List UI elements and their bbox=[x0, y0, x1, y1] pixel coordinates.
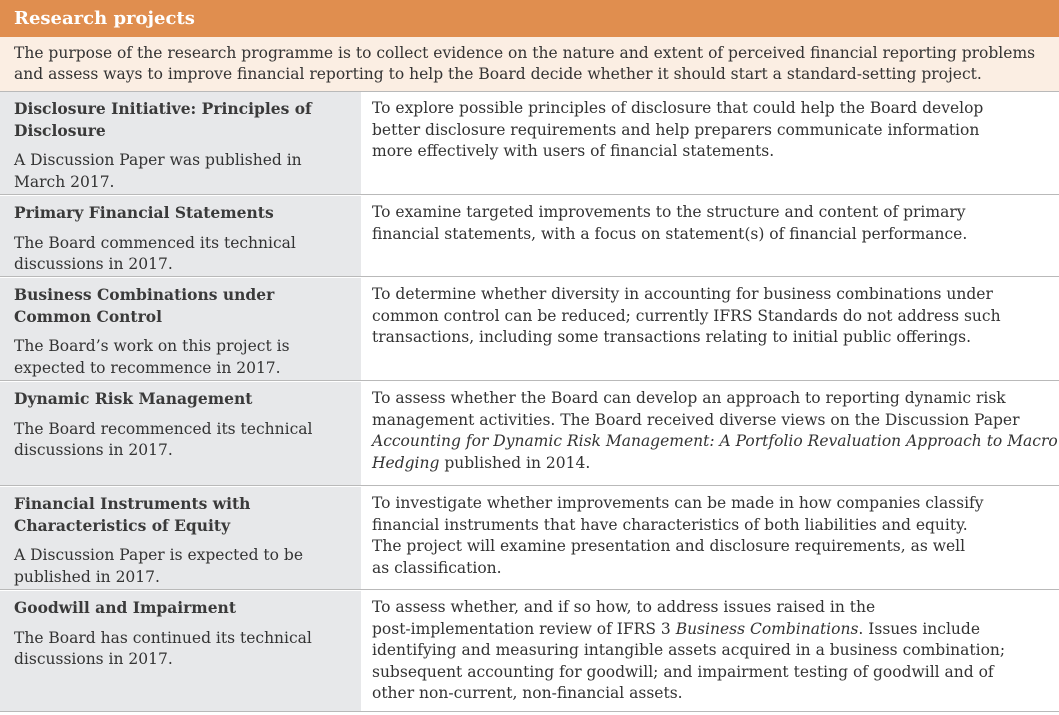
project-row-business-combinations bbox=[0, 278, 1059, 381]
project-title-cell bbox=[0, 487, 361, 589]
project-row-financial-instruments-equity bbox=[0, 487, 1059, 590]
project-status: The Board recommenced its technical discussions in 2017. bbox=[14, 419, 313, 459]
project-status: A Discussion Paper is expected to be published in 2017. bbox=[14, 546, 303, 586]
project-status: The Board’s work on this project is expected to recommence in 2017. bbox=[14, 337, 290, 377]
project-title: Goodwill and Impairment bbox=[14, 598, 236, 617]
intro-line: and assess ways to improve financial reporting to help the Board decide whether it should start a standard-setting project. bbox=[14, 65, 982, 83]
project-description: To investigate whether improvements can be made in how companies classify financial instruments that have characteristics of both liabilities and equity. The project will examine presentation and disclosure requirements, as well as classification. bbox=[361, 487, 1059, 589]
project-description: To explore possible principles of disclosure that could help the Board develop better disclosure requirements and help preparers communicate information more effectively with users of financial statements. bbox=[361, 92, 1059, 194]
project-title: Financial Instruments with Characteristics of Equity bbox=[14, 494, 251, 535]
project-row-dynamic-risk-management bbox=[0, 382, 1059, 486]
project-description: To assess whether, and if so how, to address issues raised in the post-implementation review of IFRS 3 Business Combinations. Issues include identifying and measuring intangible assets acquired in a business combination; subsequent accounting for goodwill; and impairment testing of goodwill and of other non-current, non-financial assets. bbox=[361, 591, 1059, 711]
project-status: The Board has continued its technical discussions in 2017. bbox=[14, 628, 312, 668]
cited-paper-title: Accounting for Dynamic Risk Management: A Portfolio Revaluation Approach to Macro bbox=[372, 432, 1058, 450]
project-description: To examine targeted improvements to the structure and content of primary financial statements, with a focus on statement(s) of financial performance. bbox=[361, 196, 1059, 276]
project-row-goodwill-impairment bbox=[0, 591, 1059, 712]
project-title-cell bbox=[0, 196, 361, 276]
project-title-cell bbox=[0, 382, 361, 485]
cited-paper-title: Hedging bbox=[372, 453, 440, 472]
project-title-cell bbox=[0, 591, 361, 711]
project-title: Dynamic Risk Management bbox=[14, 389, 253, 408]
project-title-cell bbox=[0, 278, 361, 380]
table-header: Research projects bbox=[0, 0, 1059, 37]
project-row-primary-financial-statements bbox=[0, 196, 1059, 277]
project-description: To determine whether diversity in accounting for business combinations under common control can be reduced; currently IFRS Standards do not address such transactions, including some transactions relating to initial public offerings. bbox=[361, 278, 1059, 380]
intro-line: The purpose of the research programme is to collect evidence on the nature and extent of perceived financial reporting problems bbox=[14, 44, 1036, 62]
project-description: To assess whether the Board can develop an approach to reporting dynamic risk management activities. The Board received diverse views on the Discussion Paper Accounting for Dynamic Risk Management: A Portfolio Revaluation Approach to Macro Hedging published in 2014. bbox=[361, 382, 1059, 485]
project-row-disclosure-initiative bbox=[0, 92, 1059, 195]
project-title: Primary Financial Statements bbox=[14, 203, 274, 222]
cited-standard-title: Business Combinations bbox=[675, 619, 859, 638]
project-status: The Board commenced its technical discussions in 2017. bbox=[14, 233, 296, 273]
project-status: A Discussion Paper was published in March 2017. bbox=[14, 151, 302, 191]
project-title-cell bbox=[0, 92, 361, 194]
project-title: Disclosure Initiative: Principles of Disclosure bbox=[14, 99, 312, 140]
intro-text bbox=[0, 37, 1059, 92]
project-title: Business Combinations under Common Control bbox=[14, 285, 275, 326]
